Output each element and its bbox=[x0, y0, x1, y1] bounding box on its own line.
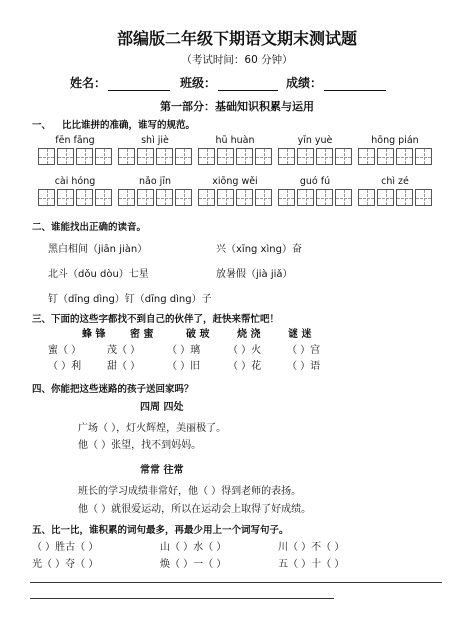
tianzige-box[interactable] bbox=[278, 148, 352, 165]
answer-line[interactable] bbox=[30, 598, 334, 599]
q3-blank[interactable]: （ ）璃 bbox=[167, 345, 201, 356]
exam-title: 部编版二年级下期语文期末测试题 bbox=[116, 29, 357, 48]
q3-title: 三、下面的这些字都找不到自己的伙伴了，赶快来帮忙吧！ bbox=[32, 314, 280, 325]
class-blank[interactable] bbox=[218, 77, 278, 91]
score-field[interactable] bbox=[286, 74, 386, 91]
q4-word-pair: 四周 四处 bbox=[140, 402, 184, 413]
q2-item: 放暑假（jià jiǎ） bbox=[216, 269, 293, 280]
q1-pinyin: xiōng wěi bbox=[212, 176, 258, 187]
q3-header: 密 蜜 bbox=[130, 329, 154, 340]
q1-pinyin: hōng pián bbox=[371, 135, 419, 146]
q1-pinyin: yīn yuè bbox=[297, 135, 333, 146]
q3-blank[interactable]: 甜（ ） bbox=[107, 361, 141, 372]
q4-title: 四、你能把这些迷路的孩子送回家吗？ bbox=[32, 384, 194, 395]
q5-idiom[interactable]: （ ）胜古（ ） bbox=[32, 542, 99, 553]
q4-sentence[interactable]: 他（ ）张望，找不到妈妈。 bbox=[78, 440, 202, 451]
tianzige-box[interactable] bbox=[118, 148, 192, 165]
answer-line[interactable] bbox=[30, 582, 442, 583]
q4-sentence[interactable]: 广场（ ），灯火辉煌，美丽极了。 bbox=[78, 423, 227, 434]
tianzige-box[interactable] bbox=[358, 148, 432, 165]
q3-blank[interactable]: （ ）花 bbox=[228, 361, 262, 372]
q3-blank[interactable]: （ ）宫 bbox=[287, 345, 321, 356]
class-field[interactable] bbox=[180, 74, 278, 91]
score-blank[interactable] bbox=[324, 77, 386, 91]
q3-header: 破 玻 bbox=[186, 329, 210, 340]
q2-item: 黑白相间（jiān jiàn） bbox=[48, 244, 148, 255]
name-blank[interactable] bbox=[108, 77, 170, 91]
tianzige-box[interactable] bbox=[358, 189, 432, 206]
q2-item: 兴（xīng xìng）奋 bbox=[216, 244, 302, 255]
part1-title: 第一部分：基础知识积累与运用 bbox=[160, 100, 314, 113]
tianzige-box[interactable] bbox=[118, 189, 192, 206]
q5-idiom[interactable]: 川（ ）不（ ） bbox=[278, 542, 345, 553]
q3-header: 烧 浇 bbox=[237, 329, 261, 340]
q3-blank[interactable]: 蜜（ ） bbox=[48, 345, 82, 356]
q2-item: 北斗（dǒu dòu）七星 bbox=[48, 269, 149, 280]
tianzige-box[interactable] bbox=[278, 189, 352, 206]
q1-pinyin: cài hóng bbox=[54, 176, 96, 187]
q4-sentence[interactable]: 他（ ）就很爱运动，所以在运动会上取得了好成绩。 bbox=[78, 504, 312, 515]
q3-blank[interactable]: （ ）火 bbox=[228, 345, 262, 356]
class-label: 班级： bbox=[180, 76, 217, 90]
q1-pinyin: shì jiè bbox=[141, 135, 169, 146]
q1-text: 比比谁拼的准确，谁写的规范。 bbox=[62, 120, 196, 131]
q1-pinyin: chì zé bbox=[381, 176, 409, 187]
q3-header: 谜 迷 bbox=[288, 329, 312, 340]
q4-sentence[interactable]: 班长的学习成绩非常好，他（ ）得到老师的表扬。 bbox=[78, 486, 302, 497]
name-field[interactable] bbox=[70, 74, 170, 91]
q4-word-pair: 常常 往常 bbox=[140, 465, 184, 476]
score-label: 成绩： bbox=[286, 76, 323, 90]
q1-pinyin: hū huàn bbox=[215, 135, 255, 146]
q5-idiom[interactable]: 焕（ ）一（ ） bbox=[160, 559, 227, 570]
q5-idiom[interactable]: 山（ ）水（ ） bbox=[160, 542, 227, 553]
tianzige-box[interactable] bbox=[38, 189, 112, 206]
q2-title: 二、谁能找出正确的读音。 bbox=[32, 222, 147, 233]
q1-pinyin: fēn fāng bbox=[55, 135, 95, 146]
tianzige-box[interactable] bbox=[38, 148, 112, 165]
tianzige-box[interactable] bbox=[198, 189, 272, 206]
q3-blank[interactable]: （ ）语 bbox=[287, 361, 321, 372]
q5-idiom[interactable]: 五（ ）十（ ） bbox=[278, 559, 345, 570]
q3-header: 蜂 锋 bbox=[82, 329, 106, 340]
tianzige-box[interactable] bbox=[198, 148, 272, 165]
name-label: 姓名： bbox=[70, 76, 107, 90]
q3-blank[interactable]: 茂（ ） bbox=[107, 345, 141, 356]
exam-time: （考试时间：60 分钟） bbox=[181, 54, 293, 66]
q2-item: 钉（dīng dìng）钉（dīng dìng）子 bbox=[48, 294, 212, 305]
q1-pinyin: nǎo jīn bbox=[139, 176, 171, 187]
q1-label: 一、 bbox=[32, 120, 52, 131]
q1-pinyin: guó fú bbox=[299, 176, 331, 187]
q5-title: 五、比一比，谁积累的词句最多，再最少用上一个词写句子。 bbox=[32, 525, 289, 536]
q3-blank[interactable]: （ ）利 bbox=[48, 361, 82, 372]
q5-idiom[interactable]: 光（ ）夺（ ） bbox=[32, 559, 99, 570]
q3-blank[interactable]: （ ）旧 bbox=[167, 361, 201, 372]
